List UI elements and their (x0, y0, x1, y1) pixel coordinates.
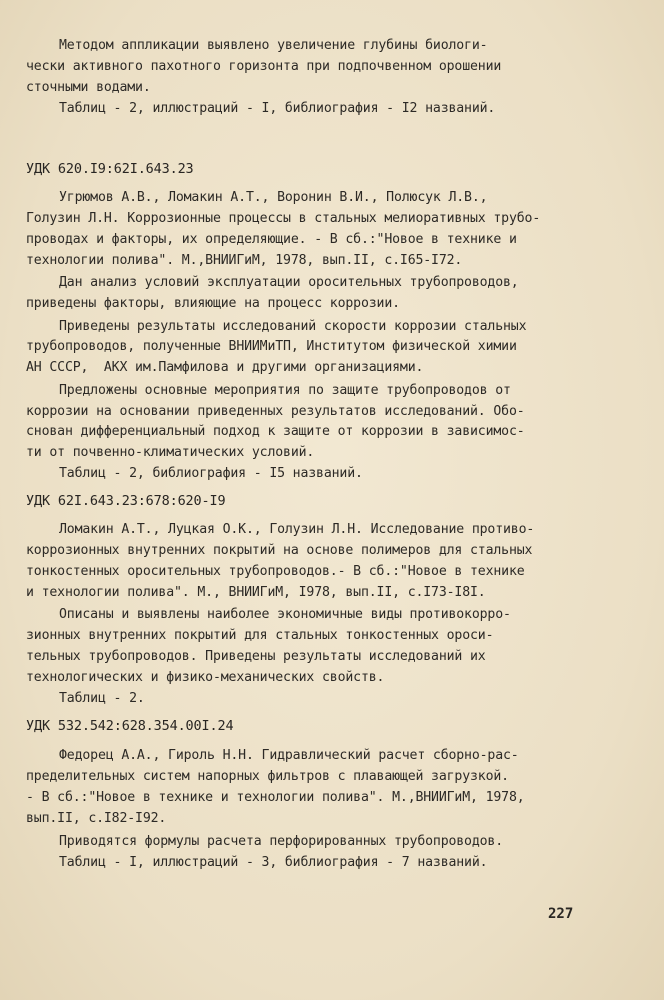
text-line: трубопроводов, полученные ВНИИМиТП, Институтом физической химии (26, 339, 517, 354)
udk-code: УДК 62I.643.23:678:620-I9 (26, 493, 226, 509)
text-line: Приведены результаты исследований скорости коррозии стальных (59, 319, 527, 334)
text-line: пределительных систем напорных фильтров с плавающей загрузкой. (26, 769, 509, 784)
text-line: Таблиц - 2. (59, 691, 145, 706)
text-line: Описаны и выявлены наиболее экономичные виды противокорро- (59, 607, 511, 622)
text-line: проводах и факторы, их определяющие. - В сб.:"Новое в технике и (26, 232, 517, 247)
text-line: Таблиц - 2, иллюстраций - I, библиография - I2 названий. (59, 101, 496, 116)
text-line: технологических и физико-механических свойств. (26, 670, 385, 685)
text-line: Федорец А.А., Гироль Н.Н. Гидравлический расчет сборно-рас- (59, 748, 519, 763)
text-line: Таблиц - 2, библиография - I5 названий. (59, 466, 363, 481)
udk-code: УДК 532.542:628.354.00I.24 (26, 718, 234, 734)
text-line: - В сб.:"Новое в технике и технологии полива". М.,ВНИИГиМ, 1978, (26, 790, 525, 805)
text-line: Ломакин А.Т., Луцкая О.К., Голузин Л.Н. Исследование противо- (59, 522, 535, 537)
text-line: технологии полива". М.,ВНИИГиМ, 1978, вып.II, с.I65-I72. (26, 253, 463, 268)
text-line: Предложены основные мероприятия по защите трубопроводов от (59, 383, 511, 398)
text-line: ти от почвенно-климатических условий. (26, 445, 315, 460)
page-number: 227 (548, 906, 574, 922)
text-line: снован дифференциальный подход к защите от коррозии в зависимос- (26, 424, 525, 439)
text-line: чески активного пахотного горизонта при подпочвенном орошении (26, 59, 502, 74)
text-line: коррозии на основании приведенных результатов исследований. Обо- (26, 404, 525, 419)
text-line: Приводятся формулы расчета перфорированных трубопроводов. (59, 834, 504, 849)
text-line: и технологии полива". М., ВНИИГиМ, I978, вып.II, с.I73-I8I. (26, 585, 486, 600)
text-line: зионных внутренних покрытий для стальных тонкостенных ороси- (26, 628, 494, 643)
udk-code: УДК 620.I9:62I.643.23 (26, 161, 194, 177)
text-line: коррозионных внутренних покрытий на основе полимеров для стальных (26, 543, 533, 558)
text-line: вып.II, с.I82-I92. (26, 811, 167, 826)
text-line: АН СССР, АКХ им.Памфилова и другими организациями. (26, 360, 424, 375)
text-line: Методом аппликации выявлено увеличение глубины биологи- (59, 38, 488, 53)
text-line: сточными водами. (26, 80, 151, 95)
text-line: Угрюмов А.В., Ломакин А.Т., Воронин В.И., Полюсук Л.В., (59, 190, 488, 205)
text-line: Дан анализ условий эксплуатации оросительных трубопроводов, (59, 275, 519, 290)
text-line: тонкостенных оросительных трубопроводов.- В сб.:"Новое в технике (26, 564, 525, 579)
text-line: приведены факторы, влияющие на процесс коррозии. (26, 296, 400, 311)
text-line: тельных трубопроводов. Приведены результаты исследований их (26, 649, 486, 664)
text-line: Голузин Л.Н. Коррозионные процессы в стальных мелиоративных трубо- (26, 211, 541, 226)
text-line: Таблиц - I, иллюстраций - 3, библиография - 7 названий. (59, 855, 488, 870)
